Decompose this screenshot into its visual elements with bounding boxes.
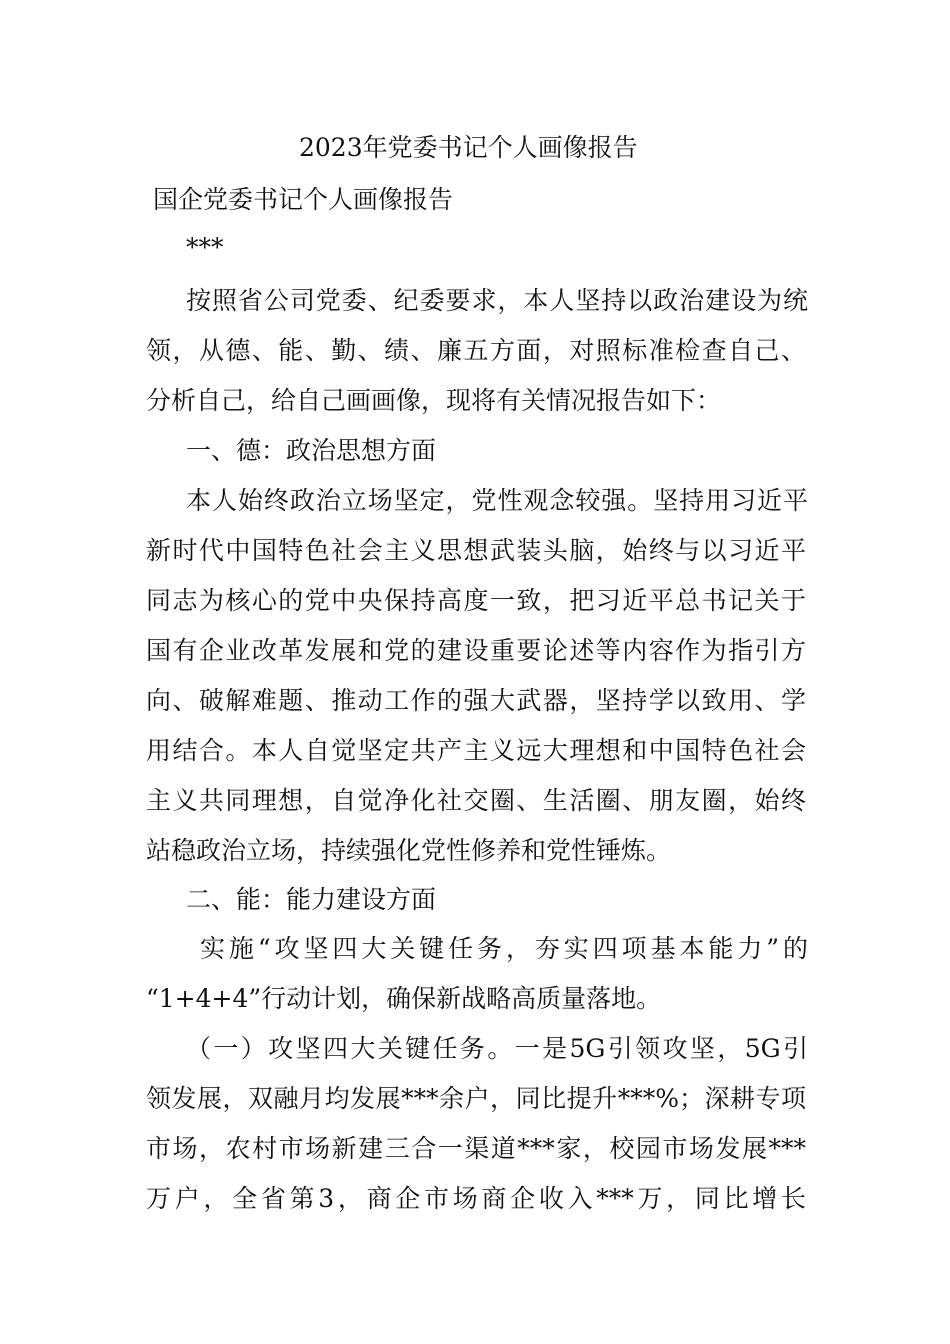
body-line: 市场，农村市场新建三合一渠道***家，校园市场发展*** bbox=[146, 1134, 806, 1163]
body-line: （一）攻坚四大关键任务。一是5G引领攻坚，5G引 bbox=[186, 1034, 808, 1063]
body-line: 领，从德、能、勤、绩、廉五方面，对照标准检查自己、 bbox=[146, 336, 806, 365]
section-heading: 二、能：能力建设方面 bbox=[186, 885, 437, 914]
body-line: 实施“攻坚四大关键任务，夯实四项基本能力”的 bbox=[200, 934, 808, 963]
body-line: 领发展，双融月均发展***余户，同比提升***%；深耕专项 bbox=[146, 1084, 806, 1113]
body-line: 向、破解难题、推动工作的强大武器，坚持学以致用、学 bbox=[146, 686, 806, 715]
body-line: 站稳政治立场，持续强化党性修养和党性锤炼。 bbox=[146, 836, 672, 865]
body-line: 用结合。本人自觉坚定共产主义远大理想和中国特色社会 bbox=[146, 736, 806, 765]
body-line: 主义共同理想，自觉净化社交圈、生活圈、朋友圈，始终 bbox=[146, 786, 806, 815]
document-title: 2023年党委书记个人画像报告 bbox=[299, 133, 638, 162]
body-line: 按照省公司党委、纪委要求，本人坚持以政治建设为统 bbox=[186, 286, 808, 315]
body-line: 万户，全省第3，商企市场商企收入***万，同比增长 bbox=[146, 1184, 806, 1213]
section-heading: 一、德：政治思想方面 bbox=[186, 436, 437, 465]
body-line: 国有企业改革发展和党的建设重要论述等内容作为指引方 bbox=[146, 636, 806, 665]
body-line: 同志为核心的党中央保持高度一致，把习近平总书记关于 bbox=[146, 586, 806, 615]
body-line: 本人始终政治立场坚定，党性观念较强。坚持用习近平 bbox=[186, 486, 808, 515]
body-line: 分析自己，给自己画画像，现将有关情况报告如下： bbox=[146, 386, 722, 415]
body-line: 新时代中国特色社会主义思想武装头脑，始终与以习近平 bbox=[146, 536, 806, 565]
body-line: “1+4+4”行动计划，确保新战略高质量落地。 bbox=[146, 984, 662, 1013]
author-placeholder: *** bbox=[186, 233, 224, 262]
document-subtitle: 国企党委书记个人画像报告 bbox=[153, 185, 454, 214]
